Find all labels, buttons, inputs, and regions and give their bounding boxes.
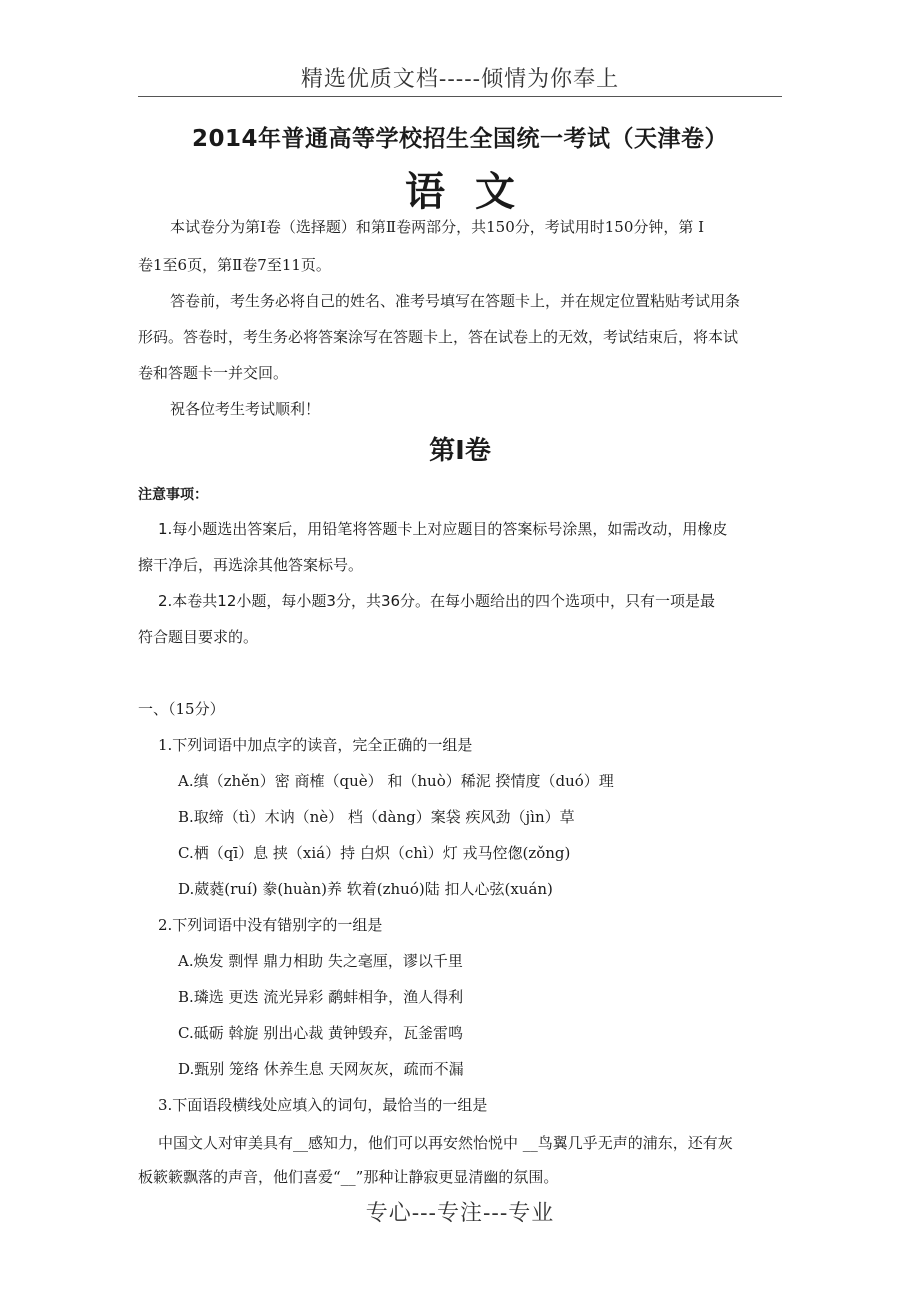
section-title: 第Ⅰ卷 [429, 436, 491, 466]
intro-paragraph-3: 祝各位考生考试顺利！ [170, 400, 321, 418]
q2-option-d: D.甄别 笼络 休养生息 天网灰灰，疏而不漏 [178, 1060, 464, 1078]
intro-paragraph-1-line-2: 卷1至6页，第Ⅱ卷7至11页。 [138, 256, 331, 274]
q1-option-d: D.葳蕤(ruí) 豢(huàn)养 软着(zhuó)陆 扣人心弦(xuán) [178, 880, 553, 898]
q2-stem: 2.下列词语中没有错别字的一组是 [158, 916, 383, 934]
notice-item-1-line-1: 1.每小题选出答案后，用铅笔将答题卡上对应题目的答案标号涂黑，如需改动，用橡皮 [158, 520, 728, 538]
part-1-heading: 一、（15分） [138, 700, 225, 718]
q1-option-c: C.栖（qī）息 挟（xiá）持 白炽（chì）灯 戎马倥偬(zǒng) [178, 844, 571, 862]
q1-option-b: B.取缔（tì）木讷（nè） 档（dàng）案袋 疾风劲（jìn）草 [178, 808, 575, 826]
q2-option-b: B.璘选 更迭 流光异彩 鹬蚌相争，渔人得利 [178, 988, 464, 1006]
intro-paragraph-2-line-1: 答卷前，考生务必将自己的姓名、准考号填写在答题卡上，并在规定位置粘贴考试用条 [170, 292, 741, 310]
q3-stem: 3.下面语段横线处应填入的词句，最恰当的一组是 [158, 1096, 488, 1114]
header-divider [138, 96, 782, 97]
q3-passage-line-1: 中国文人对审美具有__感知力，他们可以再安然怡悦中 __鸟翼几乎无声的浦东，还有灰 [158, 1134, 733, 1152]
intro-paragraph-2-line-2: 形码。答卷时，考生务必将答案涂写在答题卡上，答在试卷上的无效，考试结束后，将本试 [138, 328, 739, 346]
q1-stem: 1.下列词语中加点字的读音，完全正确的一组是 [158, 736, 473, 754]
q1-option-a: A.缜（zhěn）密 商榷（què） 和（huò）稀泥 揆情度（duó）理 [178, 772, 614, 790]
notice-item-2-line-2: 符合题目要求的。 [138, 628, 259, 646]
exam-title: 2014年普通高等学校招生全国统一考试（天津卷） [191, 126, 728, 152]
subject-title: 语文 [405, 168, 545, 215]
q2-option-c: C.砥砺 斡旋 别出心裁 黄钟毁弃，瓦釜雷鸣 [178, 1024, 464, 1042]
notice-item-1-line-2: 擦干净后，再选涂其他答案标号。 [138, 556, 364, 574]
intro-paragraph-1-line-1: 本试卷分为第Ⅰ卷（选择题）和第Ⅱ卷两部分，共150分，考试用时150分钟，第 Ⅰ [170, 218, 705, 236]
q2-option-a: A.焕发 剽悍 鼎力相助 失之毫厘，谬以千里 [178, 952, 463, 970]
notice-label: 注意事项： [138, 487, 208, 503]
notice-item-2-line-1: 2.本卷共12小题，每小题3分，共36分。在每小题给出的四个选项中，只有一项是最 [158, 592, 716, 610]
page-header: 精选优质文档-----倾情为你奉上 [300, 67, 620, 92]
page-footer: 专心---专注---专业 [365, 1201, 555, 1226]
q3-passage-line-2: 板簌簌飘落的声音，他们喜爱“__”那种让静寂更显清幽的氛围。 [138, 1168, 559, 1186]
intro-paragraph-2-line-3: 卷和答题卡一并交回。 [138, 364, 289, 382]
